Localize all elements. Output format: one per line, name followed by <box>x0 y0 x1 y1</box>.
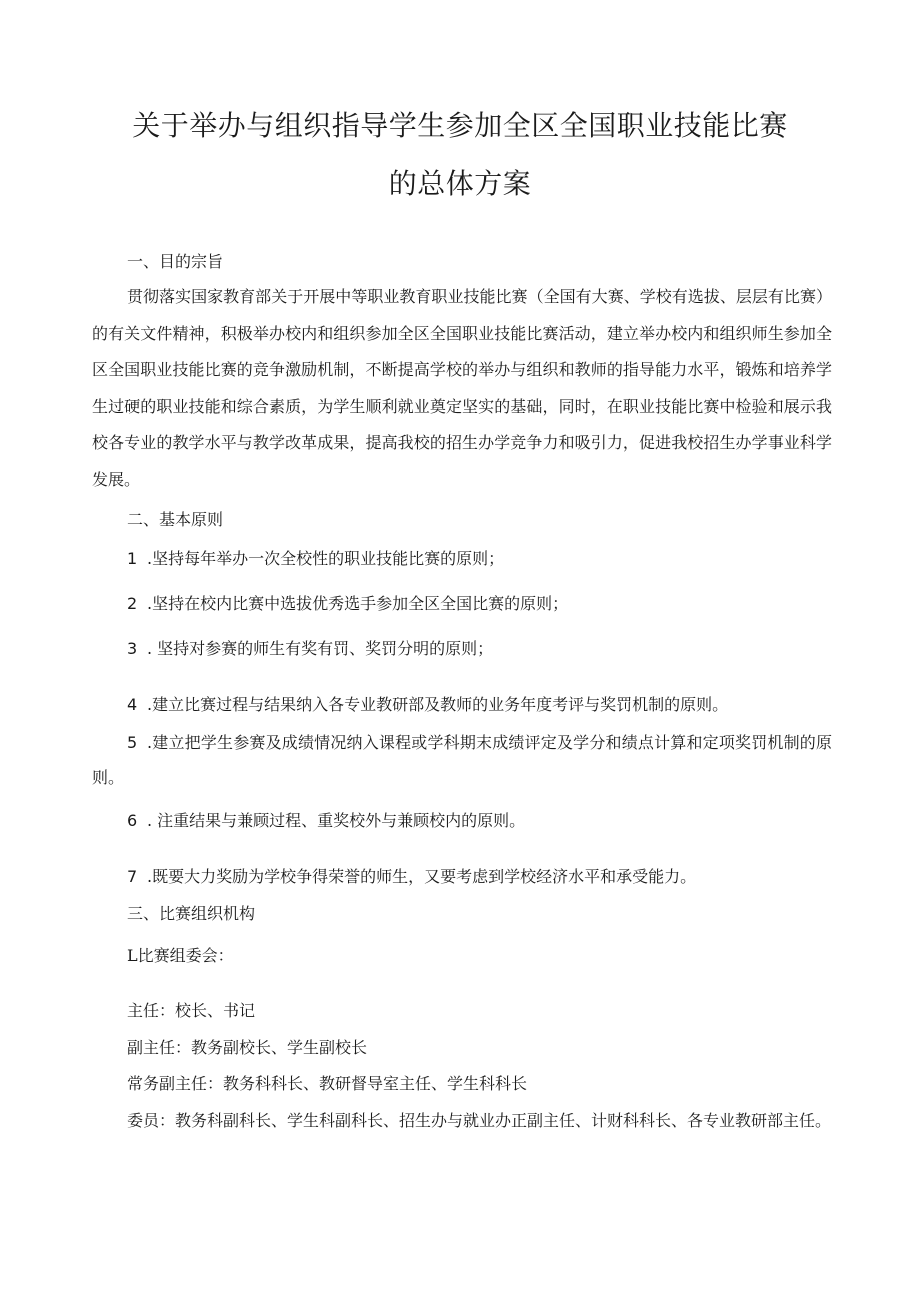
principle-number: 3 <box>127 639 138 658</box>
section-1-heading: 一、目的宗旨 <box>127 252 224 271</box>
principle-number: 2 <box>127 594 138 613</box>
principle-item-2 <box>92 586 832 621</box>
principle-item-3 <box>92 631 832 666</box>
organizing-committee-heading: L比赛组委会： <box>127 946 234 965</box>
principle-number: 4 <box>127 695 138 714</box>
principle-text: .坚持每年举办一次全校性的职业技能比赛的原则； <box>147 549 505 568</box>
principle-number: 5 <box>127 733 138 752</box>
principle-item-1 <box>92 541 832 576</box>
principle-item-7 <box>92 859 832 894</box>
principle-text: . 坚持对参赛的师生有奖有罚、奖罚分明的原则； <box>147 639 494 658</box>
document-title-line-2: 的总体方案 <box>388 167 532 200</box>
principle-item-6 <box>92 803 832 838</box>
principle-item-4 <box>92 687 832 722</box>
principle-text: . 注重结果与兼顾过程、重奖校外与兼顾校内的原则。 <box>147 811 526 830</box>
principle-number: 1 <box>127 549 138 568</box>
principle-text: .既要大力奖励为学校争得荣誉的师生，又要考虑到学校经济水平和承受能力。 <box>147 867 697 886</box>
principle-number: 7 <box>127 867 138 886</box>
principle-text: .建立把学生参赛及成绩情况纳入课程或学科期末成绩评定及学分和绩点计算和定项奖罚机制的原则。 <box>92 733 832 787</box>
director-line: 主任：校长、书记 <box>127 1001 256 1020</box>
principle-item-5 <box>92 725 832 795</box>
principle-text: .建立比赛过程与结果纳入各专业教研部及教师的业务年度考评与奖罚机制的原则。 <box>147 695 729 714</box>
section-2-heading: 二、基本原则 <box>127 510 224 529</box>
deputy-director-line: 副主任：教务副校长、学生副校长 <box>127 1038 368 1057</box>
principle-number: 6 <box>127 811 138 830</box>
document-title-line-1: 关于举办与组织指导学生参加全区全国职业技能比赛 <box>132 109 788 142</box>
members-paragraph: 委员：教务科副科长、学生科副科长、招生办与就业办正副主任、计财科科长、各专业教研部主任。 <box>127 1111 832 1130</box>
executive-deputy-line: 常务副主任：教务科科长、教研督导室主任、学生科科长 <box>127 1074 528 1093</box>
section-1-paragraph: 贯彻落实国家教育部关于开展中等职业教育职业技能比赛（全国有大赛、学校有选拔、层层有比赛）的有关文件精神，积极举办校内和组织参加全区全国职业技能比赛活动，建立举办校内和组织师生参加全区全国职业技能比赛的竞争激励机制，不断提高学校的举办与组织和教师的指导能力水平，锻炼和培养学生过硬的职业技能和综合素质，为学生顺利就业奠定坚实的基础，同时，在职业技能比赛中检验和展示我校各专业的教学水平与教学改革成果，提高我校的招生办学竞争力和吸引力，促进我校招生办学事业科学发展。 <box>92 287 832 489</box>
principle-text: .坚持在校内比赛中选拔优秀选手参加全区全国比赛的原则； <box>147 594 569 613</box>
section-3-heading: 三、比赛组织机构 <box>127 904 256 923</box>
